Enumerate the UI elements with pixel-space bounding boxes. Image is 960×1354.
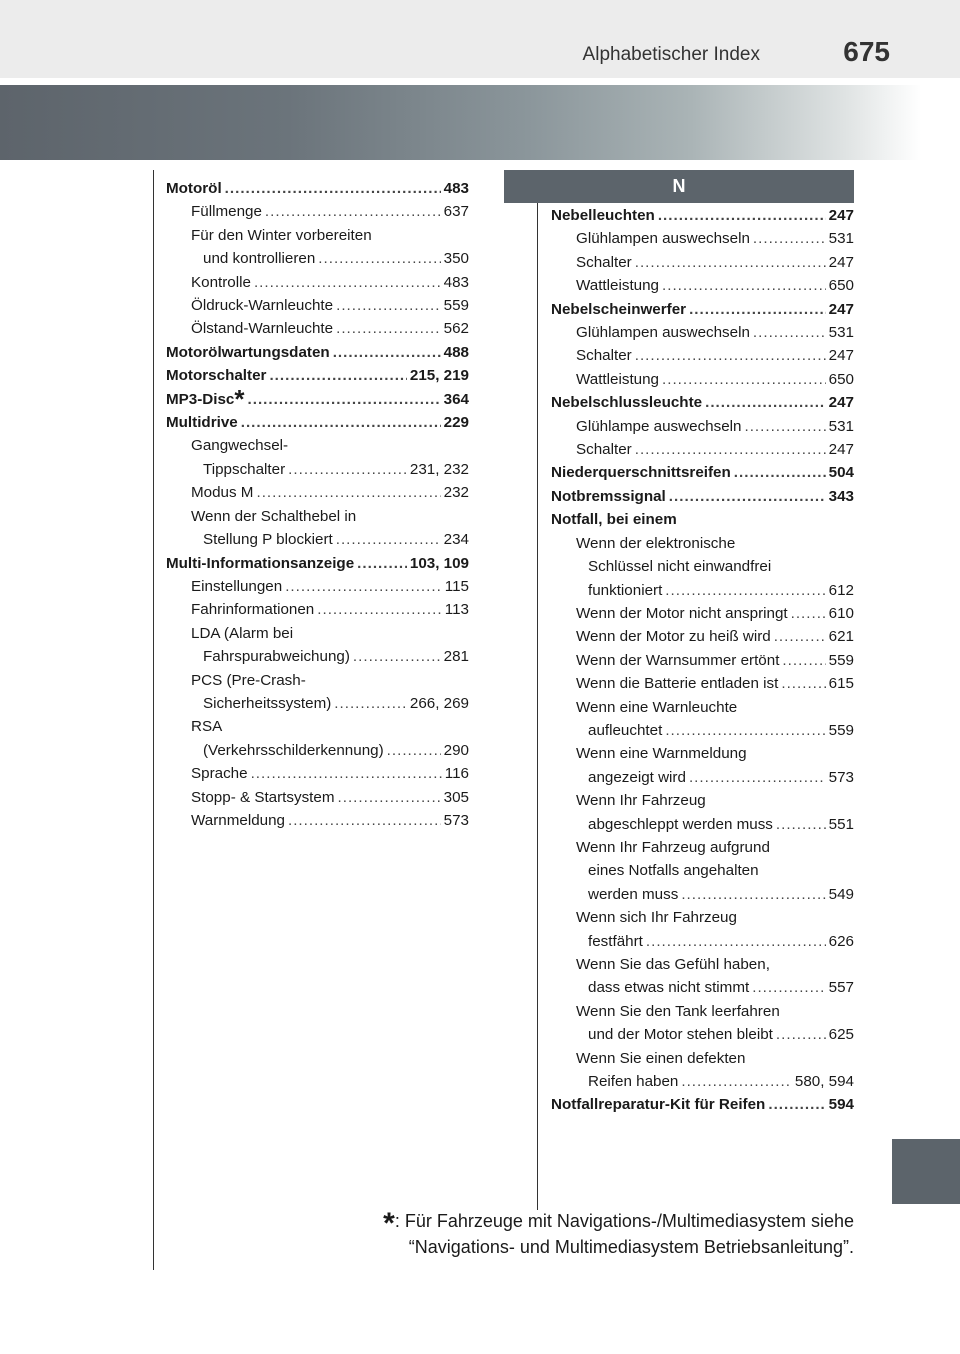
- index-entry-text: Wenn Ihr Fahrzeug: [576, 792, 706, 810]
- index-entry-text: Öldruck-Warnleuchte: [191, 297, 334, 315]
- index-entry: [551, 579, 854, 602]
- index-entry: [166, 383, 469, 414]
- index-entry-page: 626: [828, 932, 854, 950]
- dot-leader: [248, 388, 441, 411]
- index-entry: [551, 906, 854, 929]
- index-entry-text: Wenn eine Warnleuchte: [576, 698, 738, 716]
- section-letter-header: N: [504, 170, 854, 203]
- index-entry-text: Glühlampen auswechseln: [576, 324, 750, 342]
- index-entry-text: MP3-Disc: [166, 390, 235, 408]
- dot-leader: [265, 200, 441, 223]
- dot-leader: [338, 786, 441, 809]
- dot-leader: [689, 766, 826, 789]
- index-entry: [551, 602, 854, 625]
- index-entry: [551, 836, 854, 859]
- index-entry-text: Notbremssignal: [551, 487, 666, 505]
- index-entry: [166, 762, 469, 785]
- dot-leader: [353, 645, 441, 668]
- index-entry-text: Wenn die Batterie entladen ist: [576, 675, 779, 693]
- index-entry-text: (Verkehrsschilderkennung): [203, 741, 384, 759]
- index-entry-page: 247: [828, 253, 854, 271]
- section-title: Alphabetischer Index: [582, 44, 760, 65]
- dot-leader: [662, 274, 826, 297]
- dot-leader: [251, 762, 442, 785]
- index-entry-text: und der Motor stehen bleibt: [588, 1026, 773, 1044]
- index-entry: [166, 271, 469, 294]
- index-entry-text: Schalter: [576, 347, 632, 365]
- index-entry: [166, 247, 469, 270]
- index-entry-text: und kontrollieren: [203, 250, 316, 268]
- dot-leader: [334, 692, 407, 715]
- index-entry: [166, 669, 469, 692]
- index-entry: [551, 953, 854, 976]
- index-entry-text: Stellung P blockiert: [203, 531, 333, 549]
- index-entry: [551, 485, 854, 508]
- index-entry-text: Wenn der Warnsummer ertönt: [576, 651, 780, 669]
- index-entry-text: Einstellungen: [191, 577, 283, 595]
- footnote: [294, 1208, 854, 1260]
- index-entry-text: abgeschleppt werden muss: [588, 815, 773, 833]
- index-entry: [551, 742, 854, 765]
- dot-leader: [317, 598, 442, 621]
- index-entry: [551, 415, 854, 438]
- dot-leader: [776, 813, 826, 836]
- dot-leader: [254, 271, 441, 294]
- dot-leader: [635, 438, 826, 461]
- index-entry-text: festfährt: [588, 932, 643, 950]
- index-entry-text: Sprache: [191, 765, 248, 783]
- index-entry-page: 103, 109: [409, 554, 469, 572]
- dot-leader: [774, 625, 826, 648]
- index-entry-page: 531: [828, 417, 854, 435]
- index-entry-page: 573: [828, 768, 854, 786]
- index-entry-page: 247: [828, 394, 854, 412]
- index-entry: [551, 766, 854, 789]
- page-number: 675: [843, 36, 890, 67]
- index-entry-text: Tippschalter: [203, 460, 286, 478]
- dot-leader: [689, 298, 826, 321]
- header-banner: [0, 85, 960, 160]
- index-entry: [166, 294, 469, 317]
- page-header-bar: [0, 0, 960, 78]
- index-entry-page: 559: [828, 651, 854, 669]
- footnote-line-2: “Navigations- und Multimediasystem Betriebsanleitung”.: [408, 1237, 854, 1257]
- index-entry: [551, 555, 854, 578]
- dot-leader: [288, 458, 407, 481]
- index-entry-page: 562: [443, 320, 469, 338]
- index-entry: [166, 552, 469, 575]
- dot-leader: [336, 294, 441, 317]
- index-entry: [551, 696, 854, 719]
- index-entry-page: 488: [443, 343, 469, 361]
- index-entry: [166, 786, 469, 809]
- index-entry-page: 229: [443, 414, 469, 432]
- index-entry-page: 531: [828, 230, 854, 248]
- dot-leader: [318, 247, 440, 270]
- index-entry-page: 266, 269: [409, 694, 469, 712]
- index-entry-text: LDA (Alarm bei: [191, 624, 294, 642]
- dot-leader: [744, 415, 825, 438]
- index-entry-text: RSA: [191, 718, 223, 736]
- index-entry-text: dass etwas nicht stimmt: [588, 979, 750, 997]
- dot-leader: [635, 344, 826, 367]
- dot-leader: [753, 321, 826, 344]
- index-entry-text: PCS (Pre-Crash-: [191, 671, 306, 689]
- index-entry: [166, 692, 469, 715]
- index-entry-text: Kontrolle: [191, 273, 251, 291]
- index-entry-page: 247: [828, 441, 854, 459]
- dot-leader: [646, 930, 826, 953]
- dot-leader: [225, 177, 441, 200]
- footnote-marker: *: [234, 383, 245, 414]
- index-entry: [551, 227, 854, 250]
- index-entry-page: 549: [828, 885, 854, 903]
- index-entry-text: Wenn der Motor nicht anspringt: [576, 604, 788, 622]
- footnote-star: *: [383, 1207, 395, 1240]
- index-entry-text: Motoröl: [166, 180, 222, 197]
- index-entry: [551, 883, 854, 906]
- index-entry-page: 637: [443, 203, 469, 221]
- dot-leader: [269, 364, 406, 387]
- index-entry: [166, 481, 469, 504]
- index-entry-text: Warnmeldung: [191, 811, 285, 829]
- index-entry: [551, 672, 854, 695]
- index-entry-text: Glühlampen auswechseln: [576, 230, 750, 248]
- dot-leader: [336, 528, 441, 551]
- footnote-line-1: [294, 1207, 854, 1240]
- index-entry-page: 559: [443, 297, 469, 315]
- dot-leader: [768, 1093, 825, 1116]
- index-entry: [551, 930, 854, 953]
- index-entry-text: Schlüssel nicht einwandfrei: [588, 558, 772, 576]
- index-entry-text: eines Notfalls angehalten: [588, 862, 759, 880]
- dot-leader: [705, 391, 826, 414]
- index-entry-page: 504: [828, 464, 854, 482]
- index-entry: [166, 458, 469, 481]
- index-entry-page: 610: [828, 604, 854, 622]
- index-entry-text: aufleuchtet: [588, 721, 663, 739]
- index-entry: [166, 598, 469, 621]
- index-entry-text: Wenn der elektronische: [576, 534, 736, 552]
- index-entry: [166, 505, 469, 528]
- index-entry: [551, 1047, 854, 1070]
- column-divider-left: [153, 170, 154, 1270]
- index-entry-text: Ölstand-Warnleuchte: [191, 320, 334, 338]
- index-entry: [166, 575, 469, 598]
- index-entry: [166, 317, 469, 340]
- index-column-right: [551, 204, 854, 1117]
- dot-leader: [387, 739, 441, 762]
- index-entry-text: Motorschalter: [166, 367, 267, 385]
- index-entry-text: Wenn der Schalthebel in: [191, 507, 357, 525]
- index-entry-page: 557: [828, 979, 854, 997]
- index-entry-page: 615: [828, 675, 854, 693]
- index-entry: [166, 739, 469, 762]
- index-entry-text: Multi-Informationsanzeige: [166, 554, 355, 572]
- index-entry: [166, 809, 469, 832]
- index-entry-page: 364: [443, 390, 469, 408]
- index-entry: [166, 177, 469, 200]
- index-entry-text: Sicherheitssystem): [203, 694, 332, 712]
- dot-leader: [288, 809, 441, 832]
- dot-leader: [681, 1070, 792, 1093]
- index-entry-text: Schalter: [576, 441, 632, 459]
- dot-leader: [662, 368, 826, 391]
- index-entry: [551, 859, 854, 882]
- footnote-text-1: : Für Fahrzeuge mit Navigations-/Multimediasystem siehe: [394, 1211, 854, 1231]
- dot-leader: [752, 976, 825, 999]
- dot-leader: [665, 719, 825, 742]
- index-entry-page: 650: [828, 370, 854, 388]
- index-entry-text: Wattleistung: [576, 277, 660, 295]
- index-entry-page: 551: [828, 815, 854, 833]
- index-entry-text: Reifen haben: [588, 1073, 679, 1091]
- index-entry: [551, 789, 854, 812]
- index-entry-text: Niederquerschnittsreifen: [551, 464, 731, 482]
- index-entry: [166, 200, 469, 223]
- index-entry-page: 305: [443, 788, 469, 806]
- column-divider-middle: [537, 170, 538, 1210]
- index-entry: [166, 715, 469, 738]
- index-entry-page: 247: [828, 300, 854, 318]
- index-entry-text: Nebelschlussleuchte: [551, 394, 703, 412]
- index-entry: [551, 1070, 854, 1093]
- index-entry-text: Wenn der Motor zu heiß wird: [576, 628, 771, 646]
- index-entry-text: Gangwechsel-: [191, 437, 289, 455]
- index-entry: [551, 298, 854, 321]
- index-entry-page: 247: [828, 347, 854, 365]
- index-entry: [166, 341, 469, 364]
- index-entry-text: Wenn Sie einen defekten: [576, 1049, 746, 1067]
- index-entry-text: Nebelscheinwerfer: [551, 300, 687, 318]
- dot-leader: [791, 602, 826, 625]
- index-entry-text: Stopp- & Startsystem: [191, 788, 335, 806]
- chapter-tab: [892, 1139, 960, 1204]
- index-entry: [551, 532, 854, 555]
- dot-leader: [256, 481, 440, 504]
- index-entry-text: funktioniert: [588, 581, 663, 599]
- index-entry-page: 650: [828, 277, 854, 295]
- index-entry-text: Wenn sich Ihr Fahrzeug: [576, 909, 737, 927]
- dot-leader: [357, 552, 407, 575]
- dot-leader: [734, 461, 826, 484]
- dot-leader: [681, 883, 825, 906]
- index-entry: [551, 204, 854, 227]
- dot-leader: [635, 251, 826, 274]
- dot-leader: [285, 575, 442, 598]
- index-entry: [551, 813, 854, 836]
- index-entry-text: Wattleistung: [576, 370, 660, 388]
- dot-leader: [782, 649, 825, 672]
- index-entry-text: Für den Winter vorbereiten: [191, 226, 372, 244]
- index-entry-text: Wenn Sie das Gefühl haben,: [576, 956, 770, 973]
- index-entry-text: Wenn Ihr Fahrzeug aufgrund: [576, 838, 770, 856]
- index-entry-text: Motorölwartungsdaten: [166, 343, 330, 361]
- index-entry-page: 483: [443, 180, 469, 197]
- index-entry-text: Modus M: [191, 484, 254, 502]
- index-entry-page: 580, 594: [794, 1073, 854, 1091]
- index-entry: [166, 224, 469, 247]
- index-entry-page: 531: [828, 324, 854, 342]
- index-entry-text: werden muss: [588, 885, 679, 903]
- index-entry-page: 290: [443, 741, 469, 759]
- index-entry-page: 115: [444, 577, 469, 595]
- index-entry-page: 559: [828, 721, 854, 739]
- index-entry-text: angezeigt wird: [588, 768, 686, 786]
- index-entry: [551, 1000, 854, 1023]
- index-entry: [166, 411, 469, 434]
- index-entry-page: 234: [443, 531, 469, 549]
- index-entry-page: 231, 232: [409, 460, 469, 478]
- index-entry: [551, 461, 854, 484]
- dot-leader: [336, 317, 441, 340]
- index-entry: [551, 251, 854, 274]
- index-entry-page: 612: [828, 581, 854, 599]
- index-entry-text: Wenn eine Warnmeldung: [576, 745, 747, 763]
- dot-leader: [669, 485, 826, 508]
- index-entry: [551, 344, 854, 367]
- index-entry: [166, 434, 469, 457]
- index-entry: [551, 649, 854, 672]
- index-entry: [551, 719, 854, 742]
- index-entry-page: 625: [828, 1026, 854, 1044]
- index-entry: [551, 508, 854, 531]
- index-entry-text: Multidrive: [166, 414, 238, 432]
- index-entry-text: Schalter: [576, 253, 632, 271]
- index-entry: [166, 528, 469, 551]
- index-entry-text: Fahrinformationen: [191, 601, 315, 619]
- index-entry-page: 483: [443, 273, 469, 291]
- index-entry-page: 350: [443, 250, 469, 268]
- dot-leader: [333, 341, 441, 364]
- index-entry: [551, 1093, 854, 1116]
- index-entry-text: Füllmenge: [191, 203, 262, 221]
- index-entry: [551, 274, 854, 297]
- index-entry-page: 247: [828, 207, 854, 224]
- index-entry: [166, 622, 469, 645]
- index-entry-text: Notfall, bei einem: [551, 511, 677, 529]
- index-column-left: [166, 177, 469, 832]
- index-entry-page: 573: [443, 811, 469, 829]
- index-entry-page: 232: [443, 484, 469, 502]
- index-entry-page: 594: [828, 1096, 854, 1114]
- index-entry-text: Notfallreparatur-Kit für Reifen: [551, 1096, 766, 1114]
- index-entry-text: Fahrspurabweichung): [203, 648, 350, 666]
- index-entry: [551, 625, 854, 648]
- index-entry: [551, 438, 854, 461]
- dot-leader: [241, 411, 441, 434]
- index-entry-text: Glühlampe auswechseln: [576, 417, 742, 435]
- index-entry-page: 621: [828, 628, 854, 646]
- index-entry: [551, 976, 854, 999]
- dot-leader: [776, 1023, 826, 1046]
- dot-leader: [665, 579, 825, 602]
- index-entry-page: 215, 219: [409, 367, 469, 385]
- dot-leader: [781, 672, 825, 695]
- index-entry-text: Wenn Sie den Tank leerfahren: [576, 1002, 780, 1020]
- index-entry: [166, 364, 469, 387]
- index-entry: [551, 1023, 854, 1046]
- index-entry-page: 343: [828, 487, 854, 505]
- index-entry: [166, 645, 469, 668]
- index-entry-page: 281: [443, 648, 469, 666]
- index-entry-text: Nebelleuchten: [551, 207, 655, 224]
- index-entry-page: 113: [444, 601, 469, 619]
- dot-leader: [753, 227, 826, 250]
- index-entry-page: 116: [444, 765, 469, 783]
- index-entry: [551, 391, 854, 414]
- index-entry: [551, 368, 854, 391]
- dot-leader: [658, 204, 826, 227]
- index-entry: [551, 321, 854, 344]
